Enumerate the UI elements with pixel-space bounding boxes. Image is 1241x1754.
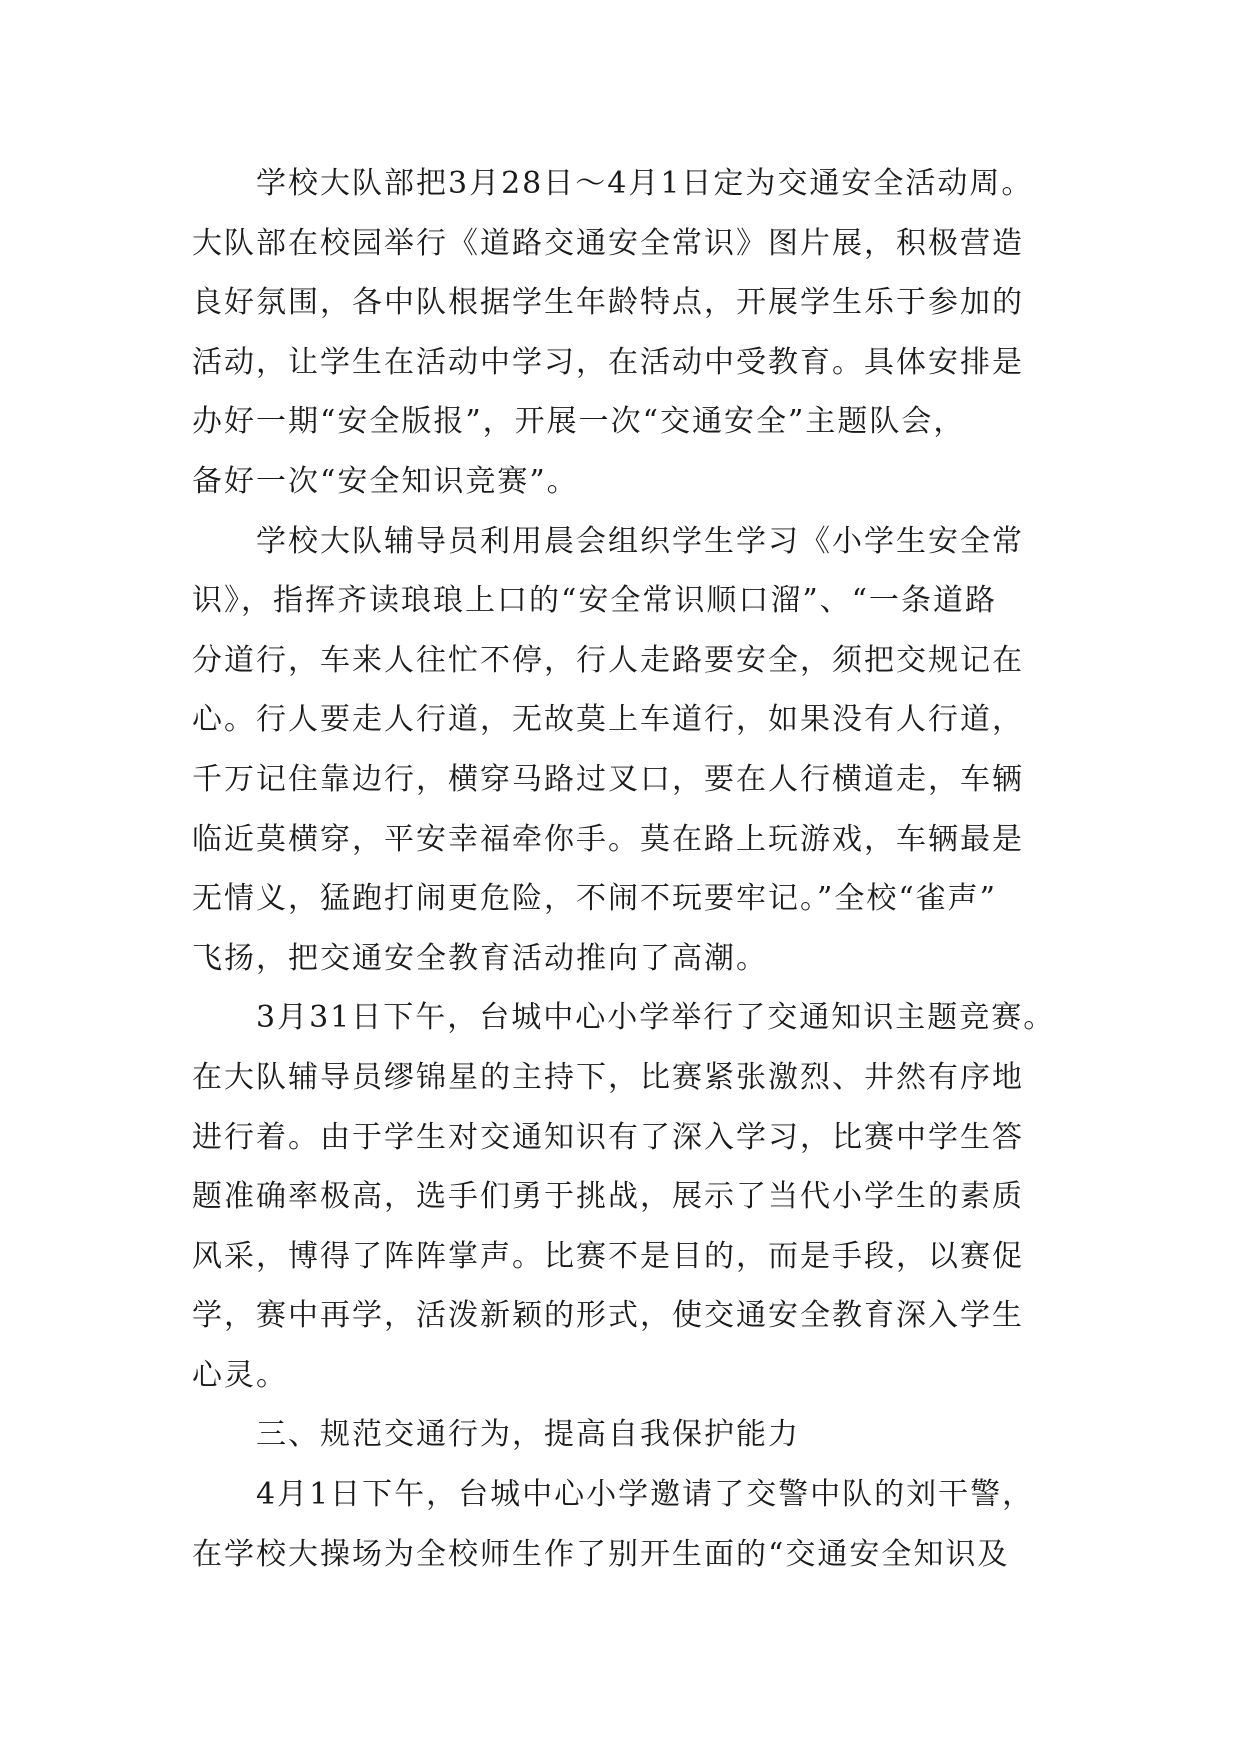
text-line: 学校大队辅导员利用晨会组织学生学习《小学生安全常 — [256, 523, 1024, 559]
document-body — [192, 154, 1072, 1584]
text-line: 飞扬，把交通安全教育活动推向了高潮。 — [192, 940, 768, 976]
text-line: 三、规范交通行为，提高自我保护能力 — [256, 1417, 800, 1453]
text-line: 临近莫横穿，平安幸福牵你手。莫在路上玩游戏，车辆最是 — [192, 821, 1024, 857]
text-line: 大队部在校园举行《道路交通安全常识》图片展，积极营造 — [192, 225, 1024, 261]
text-line: 活动，让学生在活动中学习，在活动中受教育。具体安排是 — [192, 344, 1024, 380]
text-line: 3月31日下午，台城中心小学举行了交通知识主题竞赛。 — [256, 1000, 1056, 1036]
text-line: 识》，指挥齐读琅琅上口的“安全常识顺口溜”、“一条道路 — [192, 583, 998, 619]
text-line: 心灵。 — [192, 1357, 288, 1393]
text-line: 在大队辅导员缪锦星的主持下，比赛紧张激烈、井然有序地 — [192, 1059, 1024, 1095]
text-line: 进行着。由于学生对交通知识有了深入学习，比赛中学生答 — [192, 1119, 1024, 1155]
text-line: 4月1日下午，台城中心小学邀请了交警中队的刘干警， — [256, 1477, 1035, 1513]
text-line: 学校大队部把3月28日～4月1日定为交通安全活动周。 — [256, 166, 1034, 201]
text-line: 在学校大操场为全校师生作了别开生面的“交通安全知识及 — [192, 1536, 1010, 1572]
text-line: 题准确率极高，选手们勇于挑战，展示了当代小学生的素质 — [192, 1179, 1024, 1215]
text-line: 学，赛中再学，活泼新颖的形式，使交通安全教育深入学生 — [192, 1298, 1024, 1334]
text-line: 分道行，车来人往忙不停，行人走路要安全，须把交规记在 — [192, 642, 1024, 678]
text-line: 心。行人要走人行道，无故莫上车道行，如果没有人行道， — [192, 702, 1024, 738]
text-line: 办好一期“安全版报”，开展一次“交通安全”主题队会， — [192, 404, 966, 440]
text-line: 无情义，猛跑打闹更危险，不闹不玩要牢记。”全校“雀声” — [192, 881, 998, 917]
text-line: 风采，博得了阵阵掌声。比赛不是目的，而是手段，以赛促 — [192, 1238, 1024, 1274]
text-line: 备好一次“安全知识竞赛”。 — [192, 463, 579, 499]
text-line: 千万记住靠边行，横穿马路过叉口，要在人行横道走，车辆 — [192, 761, 1024, 797]
text-line: 良好氛围，各中队根据学生年龄特点，开展学生乐于参加的 — [192, 285, 1024, 321]
